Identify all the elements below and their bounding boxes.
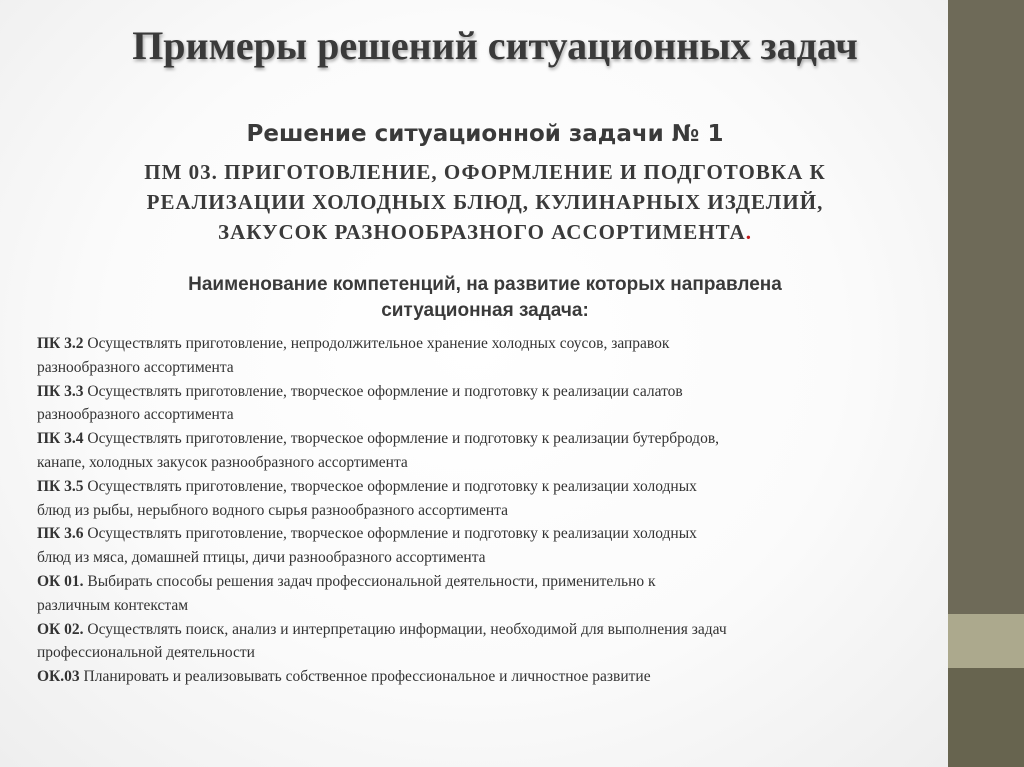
task-subtitle: Решение ситуационной задачи № 1	[246, 121, 724, 147]
competencies-heading	[40, 272, 930, 324]
competency-code: ПК 3.6	[37, 525, 84, 543]
competency-item	[37, 427, 937, 475]
competency-text: Планировать и реализовывать собственное профессиональное и личностное развитие	[79, 668, 651, 686]
module-heading-line-1: ПМ 03. ПРИГОТОВЛЕНИЕ, ОФОРМЛЕНИЕ И ПОДГОТОВКА К	[144, 160, 826, 184]
slide-title: Примеры решений ситуационных задач	[132, 23, 858, 68]
competency-text-cont: блюд из мяса, домашней птицы, дичи разнообразного ассортимента	[37, 549, 486, 567]
competency-text-cont: разнообразного ассортимента	[37, 406, 234, 424]
competency-code: ОК 02.	[37, 620, 84, 638]
competency-text: Осуществлять приготовление, творческое оформление и подготовку к реализации салатов	[83, 382, 683, 400]
competency-code: ПК 3.3	[37, 382, 84, 400]
competency-text: Осуществлять приготовление, непродолжительное хранение холодных соусов, заправок	[83, 335, 670, 352]
competency-text: Осуществлять приготовление, творческое оформление и подготовку к реализации холодных	[83, 525, 697, 543]
competency-text-cont: канапе, холодных закусок разнообразного ассортимента	[37, 453, 408, 471]
module-heading-line-3-text: ЗАКУСОК РАЗНООБРАЗНОГО АССОРТИМЕНТА	[218, 220, 746, 244]
module-heading-line-2: РЕАЛИЗАЦИИ ХОЛОДНЫХ БЛЮД, КУЛИНАРНЫХ ИЗДЕЛИЙ,	[146, 190, 824, 214]
sidebar-accent-stripe	[948, 614, 1024, 668]
competency-code: ОК.03	[37, 668, 80, 686]
competency-item	[37, 475, 937, 523]
competency-text: Выбирать способы решения задач профессиональной деятельности, применительно к	[83, 572, 656, 590]
competency-text: Осуществлять поиск, анализ и интерпретацию информации, необходимой для выполнения задач	[83, 620, 727, 638]
red-dot: .	[745, 220, 752, 244]
competencies-list	[37, 332, 937, 689]
sidebar-panel	[948, 0, 1024, 614]
competency-text-cont: блюд из рыбы, нерыбного водного сырья разнообразного ассортимента	[37, 501, 508, 519]
competency-text-cont: разнообразного ассортимента	[37, 358, 234, 376]
competency-text-cont: профессиональной деятельности	[37, 644, 255, 662]
competencies-heading-line-2: ситуационная задача:	[381, 300, 589, 321]
competency-item	[37, 570, 937, 618]
competency-code: ПК 3.4	[37, 430, 84, 448]
competency-text: Осуществлять приготовление, творческое оформление и подготовку к реализации холодных	[83, 477, 697, 495]
competency-text: Осуществлять приготовление, творческое оформление и подготовку к реализации бутербродов,	[83, 430, 720, 448]
competency-item	[37, 618, 937, 666]
competency-code: ПК 3.2	[37, 335, 84, 352]
competency-item	[37, 380, 937, 428]
module-heading	[60, 157, 910, 247]
competency-item	[37, 522, 937, 570]
competency-text-cont: различным контекстам	[37, 596, 189, 614]
competency-code: ПК 3.5	[37, 477, 84, 495]
competency-item	[37, 665, 937, 689]
module-heading-line-3	[60, 217, 910, 247]
competencies-heading-line-1: Наименование компетенций, на развитие которых направлена	[188, 274, 782, 295]
competency-item	[37, 332, 937, 380]
competency-code: ОК 01.	[37, 572, 84, 590]
